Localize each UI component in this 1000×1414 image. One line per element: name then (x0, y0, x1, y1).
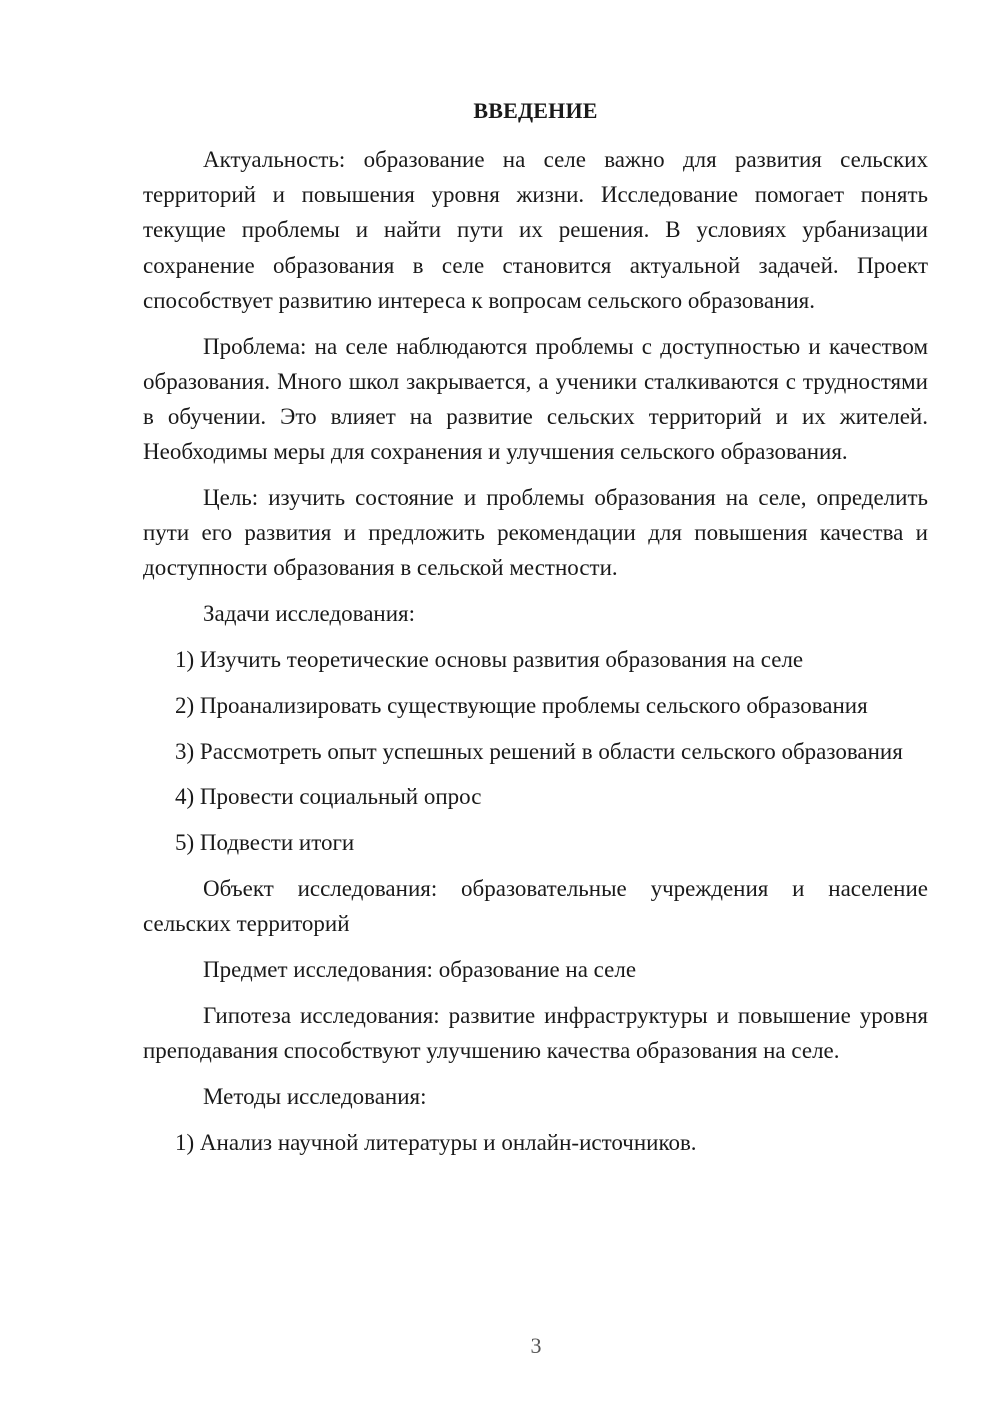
paragraph-object: Объект исследования: образовательные учреждения и население сельских территорий (143, 876, 928, 937)
page-content (143, 94, 928, 1160)
paragraph-methods-heading: Методы исследования: (203, 1083, 427, 1109)
paragraph-relevance: Актуальность: образование на селе важно для развития сельских территорий и повышения уровня жизни. Исследование помогает понять текущие проблемы и найти пути их решения. В условиях урбанизации сохранение образования в селе становится актуальной задачей. Проект способствует развитию интереса к вопросам сельского образования. (143, 147, 928, 313)
list-item-task-3: 3) Рассмотреть опыт успешных решений в области сельского образования (175, 738, 903, 764)
paragraph-tasks-heading: Задачи исследования: (203, 601, 416, 627)
list-item-task-1: 1) Изучить теоретические основы развития образования на селе (175, 647, 804, 673)
paragraph-hypothesis: Гипотеза исследования: развитие инфраструктуры и повышение уровня преподавания способствуют улучшению качества образования на селе. (143, 1002, 928, 1063)
list-item-task-5: 5) Подвести итоги (175, 830, 355, 856)
page-number: 3 (530, 1333, 542, 1358)
list-item-task-2: 2) Проанализировать существующие проблемы сельского образования (175, 692, 868, 718)
section-heading: ВВЕДЕНИЕ (473, 98, 598, 123)
paragraph-problem: Проблема: на селе наблюдаются проблемы с доступностью и качеством образования. Много школ закрывается, а ученики сталкиваются с трудностями в обучении. Это влияет на развитие сельских территорий и их жителей. Необходимы меры для сохранения и улучшения сельского образования. (143, 333, 928, 465)
list-item-method-1: 1) Анализ научной литературы и онлайн-источников. (175, 1129, 697, 1155)
list-item-task-4: 4) Провести социальный опрос (175, 784, 482, 810)
paragraph-goal: Цель: изучить состояние и проблемы образования на селе, определить пути его развития и предложить рекомендации для повышения качества и доступности образования в сельской местности. (143, 485, 928, 581)
paragraph-subject: Предмет исследования: образование на селе (203, 957, 637, 982)
